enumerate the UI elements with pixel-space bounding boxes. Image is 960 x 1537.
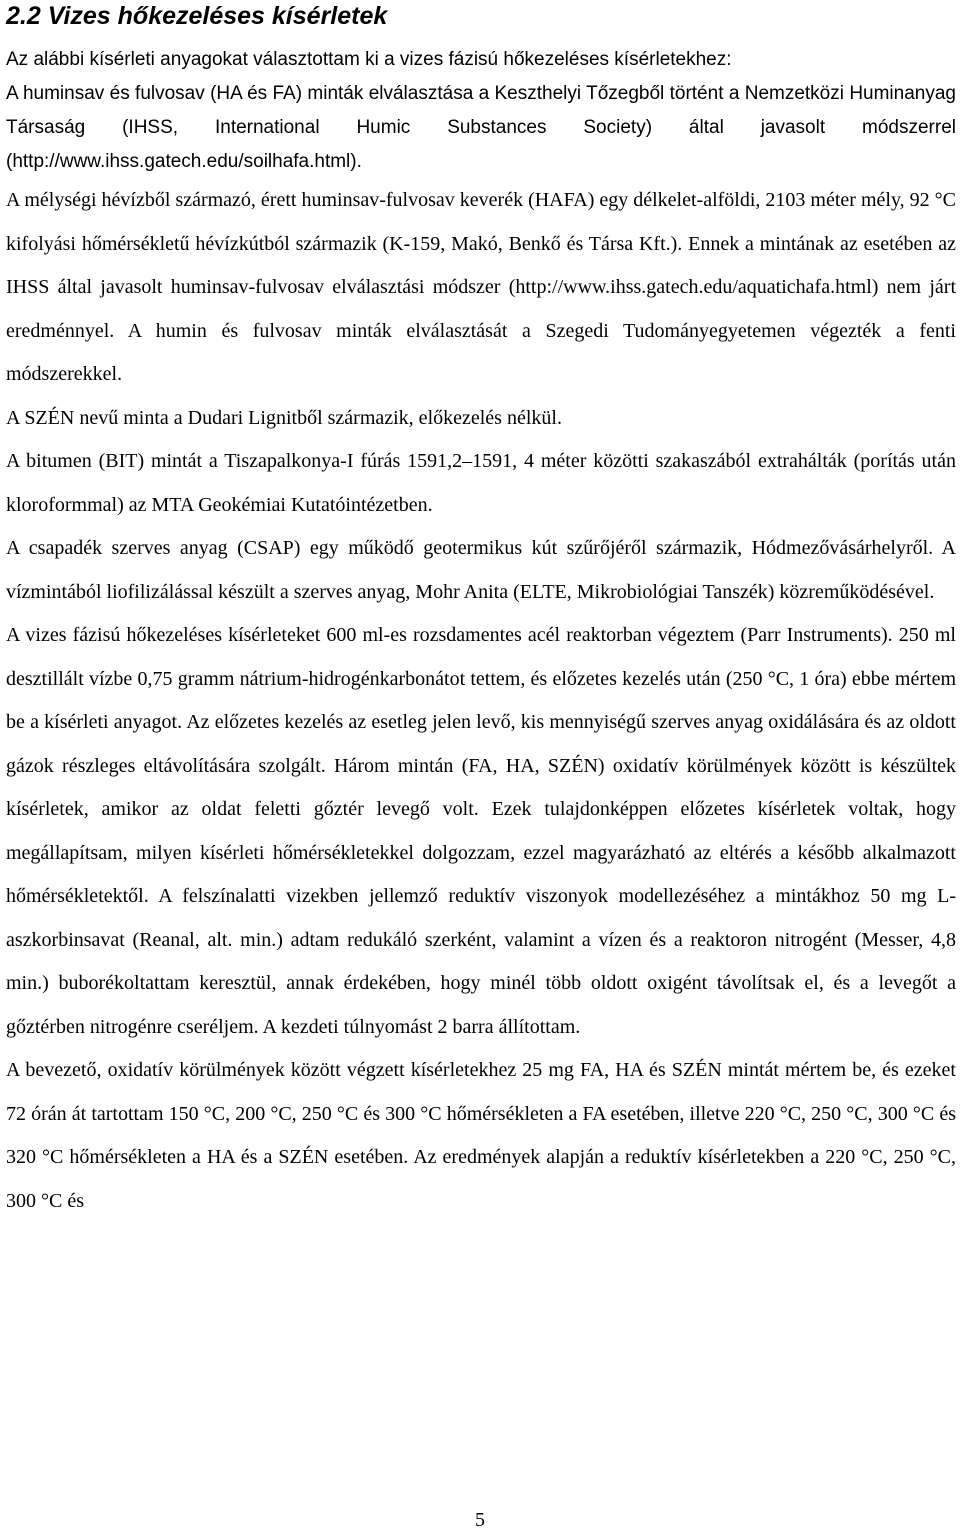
document-page [6,0,956,1223]
intro-paragraph-2: A huminsav és fulvosav (HA és FA) minták elválasztása a Keszthelyi Tőzegből történt a Nemzetközi Huminanyag Társaság (IHSS, International Humic Substances Society) által javasolt módszerrel (http://www.ihss.gatech.edu/soilhafa.html). [6,83,956,172]
page-number: 5 [475,1509,485,1531]
paragraph-csapadek: A csapadék szerves anyag (CSAP) egy működő geotermikus kút szűrőjéről származik, Hódmezővásárhelyről. A vízmintából liofilizálással készült a szerves anyag, Mohr Anita (ELTE, Mikrobiológiai Tanszék) közreműködésével. [6,537,956,603]
paragraph-hafa: A mélységi hévízből származó, érett huminsav-fulvosav keverék (HAFA) egy délkelet-alföldi, 2103 méter mély, 92 °C kifolyási hőmérsékletű hévízkútból származik (K-159, Makó, Benkő és Társa Kft.). Ennek a mintának az esetében az IHSS által javasolt huminsav-fulvosav elválasztási módszer (http://www.ihss.gatech.edu/aquatichafa.html) nem járt eredménnyel. A humin és fulvosav minták elválasztását a Szegedi Tudományegyetemen végezték a fenti módszerekkel. [6,189,956,385]
section-title: 2.2 Vizes hőkezeléses kísérletek [6,2,388,30]
paragraph-szen: A SZÉN nevű minta a Dudari Lignitből származik, előkezelés nélkül. [6,406,562,429]
paragraph-reactor-method: A vizes fázisú hőkezeléses kísérleteket 600 ml-es rozsdamentes acél reaktorban végeztem (Parr Instruments). 250 ml desztillált vízbe 0,75 gramm nátrium-hidrogénkarbonátot tettem, és előzetes kezelés után (250 °C, 1 óra) ebbe mértem be a kísérleti anyagot. Az előzetes kezelés az esetleg jelen levő, kis mennyiségű szerves anyag oxidálására és az oldott gázok részleges eltávolítására szolgált. Három mintán (FA, HA, SZÉN) oxidatív körülmények között is készültek kísérletek, amikor az oldat feletti gőztér levegő volt. Ezek tulajdonképpen előzetes kísérletek voltak, hogy megállapítsam, milyen kísérleti hőmérsékletekkel dolgozzam, ezzel magyarázható az eltérés a később alkalmazott hőmérsékletektől. A felszínalatti vizekben jellemző reduktív viszonyok modellezéséhez a mintákhoz 50 mg L-aszkorbinsavat (Reanal, alt. min.) adtam redukáló szerként, valamint a vízen és a reaktoron nitrogént (Messer, 4,8 min.) buborékoltattam keresztül, annak érdekében, hogy minél több oldott oxigént távolítsak el, és a levegőt a gőztérben nitrogénre cseréljem. A kezdeti túlnyomást 2 barra állítottam. [6,624,956,1038]
paragraph-bitumen: A bitumen (BIT) mintát a Tiszapalkonya-I fúrás 1591,2–1591, 4 méter közötti szakaszából extrahálták (porítás után kloroformmal) az MTA Geokémiai Kutatóintézetben. [6,450,956,516]
paragraph-oxidative-experiments: A bevezető, oxidatív körülmények között végzett kísérletekhez 25 mg FA, HA és SZÉN mintát mértem be, és ezeket 72 órán át tartottam 150 °C, 200 °C, 250 °C és 300 °C hőmérsékleten a FA esetében, illetve 220 °C, 250 °C, 300 °C és 320 °C hőmérsékleten a HA és a SZÉN esetében. Az eredmények alapján a reduktív kísérletekben a 220 °C, 250 °C, 300 °C és [6,1059,956,1212]
intro-paragraph-1: Az alábbi kísérleti anyagokat választottam ki a vizes fázisú hőkezeléses kísérletekhez: [6,49,732,70]
body-text [6,179,956,1223]
intro-block [6,43,956,179]
